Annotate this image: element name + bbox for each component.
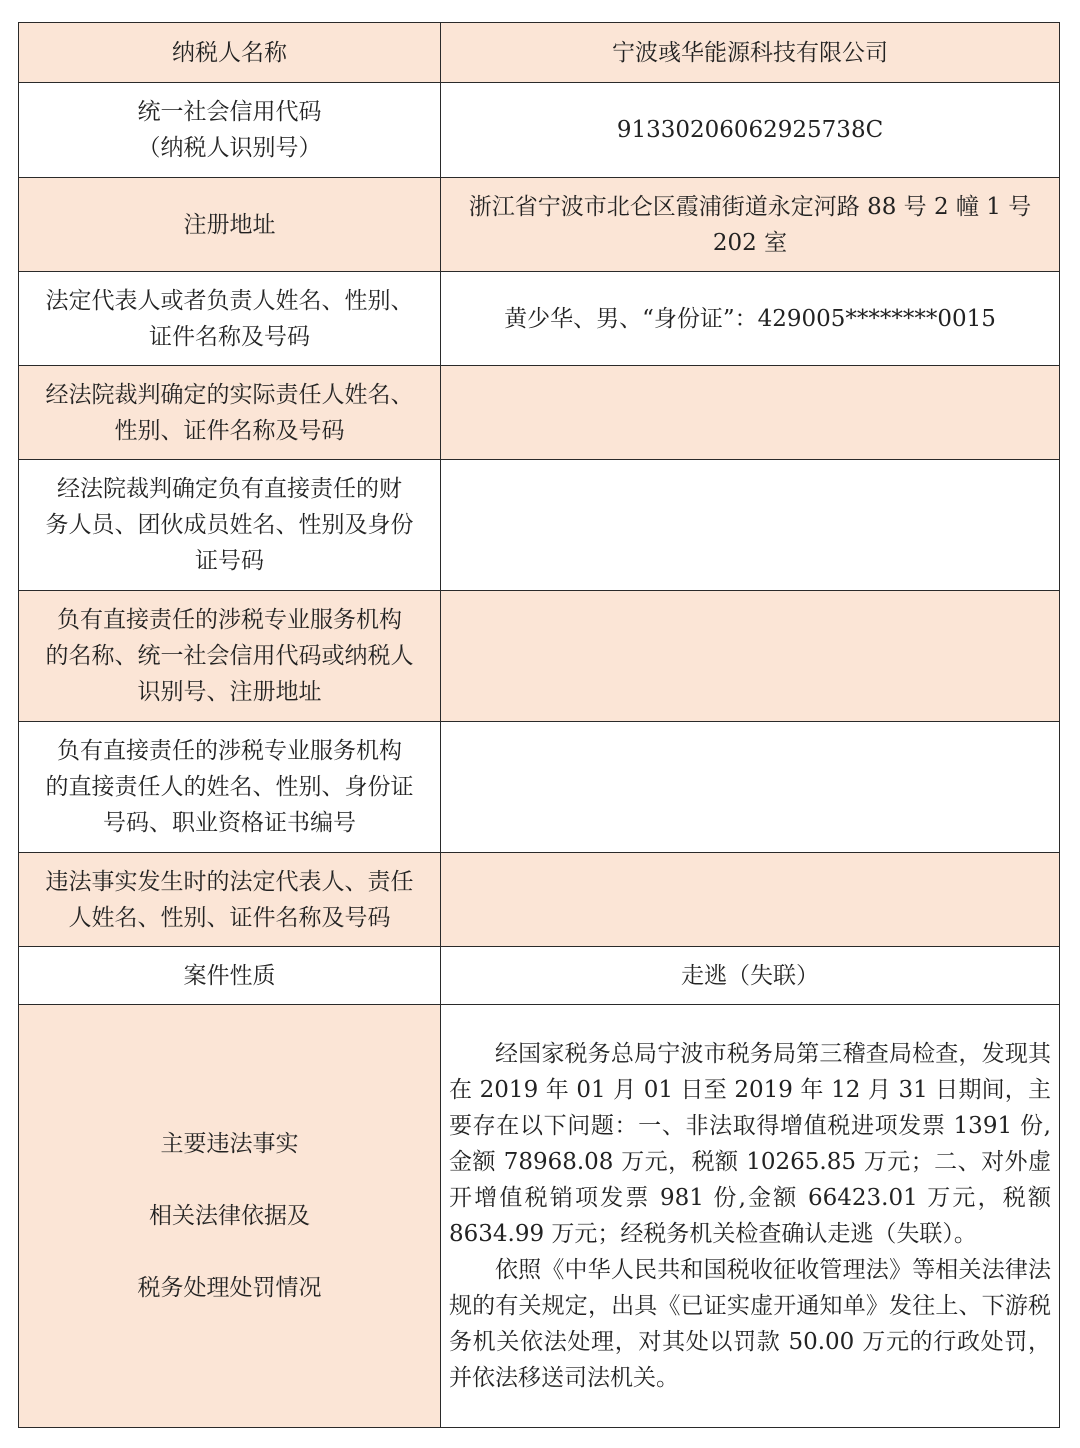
violation-time-rep-label-line: 违法事实发生时的法定代表人、责任 xyxy=(45,868,414,895)
credit-code-label-line: （纳税人识别号） xyxy=(137,135,322,161)
tax-violation-table-container xyxy=(18,22,1059,1428)
case-nature-value: 走逃（失联） xyxy=(441,947,1060,1005)
finance-staff-label xyxy=(19,460,441,591)
main-facts-label-line: 主要违法事实 xyxy=(160,1131,299,1157)
main-facts-paragraph: 依照《中华人民共和国税收征收管理法》等相关法律法规的有关规定，出具《已证实虚开通知单》发往上、下游税务机关依法处理，对其处以罚款 50.00 万元的行政处罚，并依法移送司法机关。 xyxy=(449,1257,1051,1391)
registered-address-value-line: 202 室 xyxy=(712,229,788,256)
service-agency-label-line: 识别号、注册地址 xyxy=(137,679,322,705)
credit-code-label-line: 统一社会信用代码 xyxy=(137,99,322,125)
legal-representative-label xyxy=(19,272,441,366)
credit-code-value: 91330206062925738C xyxy=(441,83,1060,178)
violation-time-rep-value xyxy=(441,853,1060,947)
row-agency-person xyxy=(19,722,1060,853)
service-agency-label xyxy=(19,591,441,722)
case-nature-label: 案件性质 xyxy=(19,947,441,1005)
main-facts-value xyxy=(441,1005,1060,1428)
actual-responsible-label xyxy=(19,366,441,460)
registered-address-label: 注册地址 xyxy=(19,178,441,272)
violation-time-rep-label xyxy=(19,853,441,947)
agency-person-label-line: 的直接责任人的姓名、性别、身份证 xyxy=(45,774,414,800)
row-actual-responsible xyxy=(19,366,1060,460)
taxpayer-name-label: 纳税人名称 xyxy=(19,23,441,83)
main-facts-label xyxy=(19,1005,441,1428)
taxpayer-name-value: 宁波彧华能源科技有限公司 xyxy=(441,23,1060,83)
service-agency-label-line: 负有直接责任的涉税专业服务机构 xyxy=(57,607,402,633)
row-main-facts xyxy=(19,1005,1060,1428)
agency-person-label xyxy=(19,722,441,853)
tax-violation-table xyxy=(18,22,1060,1428)
row-credit-code xyxy=(19,83,1060,178)
finance-staff-value xyxy=(441,460,1060,591)
main-facts-paragraph: 经国家税务总局宁波市税务局第三稽查局检查，发现其在 2019 年 01 月 01 日至 2019 年 12 月 31 日期间，主要存在以下问题：一、非法取得增值税进项发票 1391 份,金额 78968.08 万元，税额 10265.85 万元；二、对外虚开增值税销项发票 981 份,金额 66423.01 万元，税额 8634.99 万元；经税务机关检查确认走逃（失联）。 xyxy=(449,1041,1051,1247)
legal-representative-label-line: 证件名称及号码 xyxy=(149,323,310,350)
row-violation-time-rep xyxy=(19,853,1060,947)
main-facts-label-line: 税务处理处罚情况 xyxy=(137,1275,322,1301)
agency-person-value xyxy=(441,722,1060,853)
legal-representative-label-line: 法定代表人或者负责人姓名、性别、 xyxy=(45,287,414,314)
row-finance-staff xyxy=(19,460,1060,591)
row-taxpayer-name xyxy=(19,23,1060,83)
credit-code-label xyxy=(19,83,441,178)
registered-address-value xyxy=(441,178,1060,272)
actual-responsible-label-line: 经法院裁判确定的实际责任人姓名、 xyxy=(45,381,414,408)
service-agency-value xyxy=(441,591,1060,722)
registered-address-value-line: 浙江省宁波市北仑区霞浦街道永定河路 88 号 2 幢 1 号 xyxy=(468,193,1032,220)
violation-time-rep-label-line: 人姓名、性别、证件名称及号码 xyxy=(68,904,391,931)
actual-responsible-value xyxy=(441,366,1060,460)
agency-person-label-line: 负有直接责任的涉税专业服务机构 xyxy=(57,738,402,764)
row-case-nature xyxy=(19,947,1060,1005)
row-legal-representative xyxy=(19,272,1060,366)
main-facts-label-line: 相关法律依据及 xyxy=(149,1203,310,1229)
service-agency-label-line: 的名称、统一社会信用代码或纳税人 xyxy=(45,643,414,669)
legal-representative-value: 黄少华、男、“身份证”：429005********0015 xyxy=(441,272,1060,366)
agency-person-label-line: 号码、职业资格证书编号 xyxy=(103,810,356,836)
actual-responsible-label-line: 性别、证件名称及号码 xyxy=(114,417,345,444)
row-registered-address xyxy=(19,178,1060,272)
row-service-agency xyxy=(19,591,1060,722)
finance-staff-label-line: 证号码 xyxy=(195,548,264,574)
finance-staff-label-line: 经法院裁判确定负有直接责任的财 xyxy=(57,476,402,502)
finance-staff-label-line: 务人员、团伙成员姓名、性别及身份 xyxy=(45,512,414,538)
